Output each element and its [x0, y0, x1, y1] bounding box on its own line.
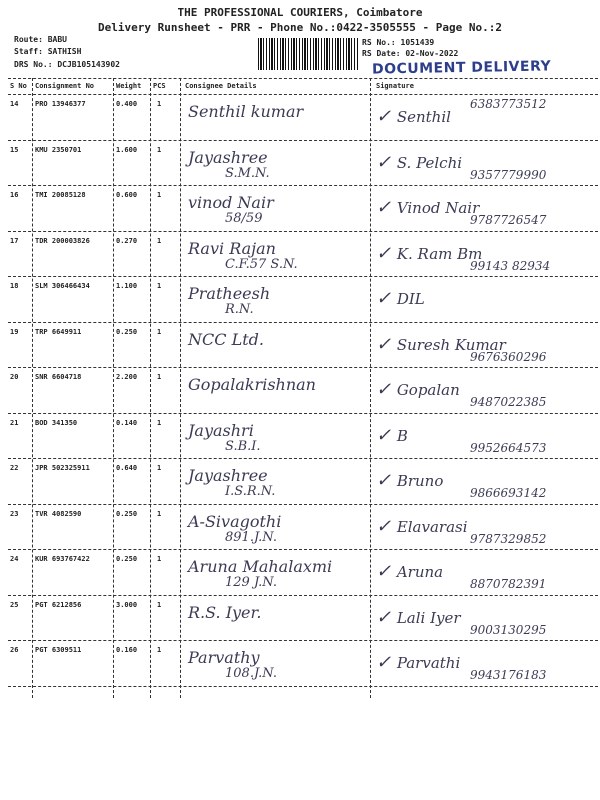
row-weight: 1.600: [116, 145, 138, 154]
col-header-signature: Signature: [376, 82, 414, 90]
row-rule: [8, 595, 598, 596]
row-pcs: 1: [157, 373, 162, 381]
row-sno: 25: [10, 600, 19, 609]
row-weight: 2.200: [116, 373, 138, 381]
row-weight: 0.140: [116, 418, 138, 427]
check-mark-icon: ✓: [376, 197, 397, 218]
row-pcs: 1: [157, 509, 162, 518]
row-consignment-no: SNR 6604718: [35, 373, 82, 381]
route-label: Route: BABU: [14, 35, 67, 44]
rs-number: RS No.: 1051439: [362, 38, 435, 47]
consignee-handwriting-line2: I.S.R.N.: [225, 484, 276, 499]
consignee-handwriting: Ravi Rajan: [188, 238, 276, 258]
signature-phone: 9787726547: [470, 213, 547, 227]
check-mark-icon: ✓: [376, 151, 397, 173]
row-rule: [8, 231, 598, 232]
check-mark-icon: ✓: [376, 470, 397, 491]
row-sno: 20: [10, 373, 19, 381]
row-pcs: 1: [157, 191, 162, 199]
row-rule: [8, 413, 598, 414]
row-rule: [8, 549, 598, 550]
row-weight: 0.640: [116, 464, 138, 472]
consignee-handwriting: Jayashree: [188, 147, 268, 167]
row-sno: 23: [10, 509, 19, 518]
signature-phone: 9866693142: [470, 486, 547, 500]
check-mark-icon: ✓: [376, 424, 397, 446]
runsheet-subtitle: Delivery Runsheet - PRR - Phone No.:0422-3505555 - Page No.:2: [98, 21, 502, 34]
consignee-handwriting-line2: 58/59: [225, 211, 263, 226]
row-sno: 14: [10, 100, 19, 108]
consignee-handwriting: Pratheesh: [188, 284, 271, 303]
consignee-handwriting-line2: 129 J.N.: [225, 575, 277, 590]
row-weight: 3.000: [116, 600, 138, 609]
consignee-handwriting: R.S. Iyer.: [188, 602, 262, 622]
header-rule: [8, 94, 598, 95]
check-mark-icon: ✓: [376, 515, 397, 537]
row-pcs: 1: [157, 555, 162, 563]
row-consignment-no: KUR 693767422: [35, 555, 90, 563]
row-rule: [8, 458, 598, 459]
row-pcs: 1: [157, 418, 162, 427]
row-rule: [8, 322, 598, 323]
consignee-handwriting: Jayashri: [188, 420, 254, 440]
signature-name: B: [396, 426, 408, 445]
row-pcs: 1: [157, 327, 162, 336]
row-weight: 0.400: [116, 100, 138, 108]
signature-name: Elavarasi: [396, 517, 468, 536]
col-divider: [370, 78, 371, 698]
row-sno: 24: [10, 555, 19, 563]
row-pcs: 1: [157, 282, 162, 290]
signature-mark: [376, 425, 408, 446]
signature-mark: [376, 607, 461, 628]
row-sno: 26: [10, 646, 19, 654]
signature-mark: [376, 197, 479, 218]
row-pcs: 1: [157, 100, 162, 108]
consignee-handwriting-line2: 108.J.N.: [225, 666, 277, 681]
row-sno: 18: [10, 282, 19, 290]
signature-name: Senthil: [396, 108, 451, 126]
check-mark-icon: ✓: [376, 652, 397, 673]
check-mark-icon: ✓: [376, 288, 397, 309]
drs-label: DRS No.: DCJB105143902: [14, 60, 120, 69]
signature-mark: [376, 652, 460, 673]
col-header-pcs: PCS: [153, 82, 166, 90]
table-top-rule: [8, 78, 598, 79]
check-mark-icon: ✓: [376, 242, 397, 264]
row-rule: [8, 185, 598, 186]
signature-phone: 9787329852: [470, 531, 547, 546]
signature-name: Parvathi: [396, 654, 461, 672]
row-pcs: 1: [157, 464, 162, 472]
row-consignment-no: PRO 13946377: [35, 100, 86, 108]
signature-phone: 9357779990: [470, 167, 547, 182]
check-mark-icon: ✓: [376, 561, 397, 582]
consignee-handwriting-line2: S.B.I.: [225, 438, 261, 454]
signature-name: Lali Iyer: [396, 608, 461, 627]
row-sno: 22: [10, 464, 19, 472]
signature-phone: 9487022385: [470, 395, 547, 409]
row-consignment-no: SLM 306466434: [35, 282, 90, 290]
row-sno: 16: [10, 191, 19, 199]
row-consignment-no: TRP 6649911: [35, 327, 82, 336]
signature-name: Gopalan: [396, 381, 460, 399]
col-header-sno: S No: [10, 82, 27, 90]
signature-mark: [376, 561, 443, 582]
row-rule: [8, 640, 598, 641]
signature-name: Vinod Nair: [396, 199, 480, 217]
row-weight: 0.270: [116, 236, 138, 245]
col-divider: [113, 78, 114, 698]
row-rule: [8, 140, 598, 141]
row-consignment-no: TDR 200003826: [35, 236, 90, 245]
consignee-handwriting: Jayashree: [188, 466, 268, 485]
signature-phone: 6383773512: [470, 97, 547, 111]
row-consignment-no: BOD 341350: [35, 418, 78, 427]
consignee-handwriting-line2: C.F.57 S.N.: [225, 256, 298, 272]
signature-phone: 9952664573: [470, 440, 547, 455]
row-consignment-no: JPR 502325911: [35, 464, 90, 472]
consignee-handwriting: Senthil kumar: [188, 102, 304, 121]
signature-name: Bruno: [396, 472, 444, 490]
signature-mark: [376, 379, 460, 400]
row-sno: 15: [10, 145, 19, 154]
document-delivery-stamp: DOCUMENT DELIVERY: [371, 58, 552, 78]
row-pcs: 1: [157, 145, 162, 154]
row-sno: 17: [10, 236, 19, 245]
check-mark-icon: ✓: [376, 606, 397, 628]
row-rule: [8, 276, 598, 277]
row-pcs: 1: [157, 236, 162, 245]
row-consignment-no: KMU 2350701: [35, 145, 82, 154]
consignee-handwriting: vinod Nair: [188, 193, 274, 212]
signature-phone: 9943176183: [470, 668, 547, 682]
signature-name: Suresh Kumar: [396, 335, 506, 354]
col-divider: [32, 78, 33, 698]
row-weight: 0.250: [116, 327, 138, 336]
signature-name: Aruna: [396, 563, 444, 581]
check-mark-icon: ✓: [376, 379, 397, 400]
signature-mark: [376, 516, 468, 537]
staff-label: Staff: SATHISH: [14, 47, 82, 56]
col-divider: [180, 78, 181, 698]
signature-phone: 9003130295: [470, 622, 547, 637]
row-rule: [8, 504, 598, 505]
row-sno: 19: [10, 327, 19, 336]
consignee-handwriting: Aruna Mahalaxmi: [188, 557, 333, 576]
signature-phone: 8870782391: [470, 577, 547, 591]
row-weight: 0.600: [116, 191, 138, 199]
consignee-handwriting-line2: S.M.N.: [225, 165, 270, 181]
row-consignment-no: TVR 4082590: [35, 509, 82, 518]
row-pcs: 1: [157, 600, 162, 609]
signature-phone: 99143 82934: [470, 258, 551, 273]
consignee-handwriting: Parvathy: [188, 648, 260, 667]
check-mark-icon: ✓: [376, 333, 397, 355]
barcode: [258, 38, 358, 70]
consignee-handwriting: NCC Ltd.: [188, 329, 264, 349]
row-weight: 0.250: [116, 509, 138, 518]
row-weight: 0.250: [116, 555, 138, 563]
signature-mark: [376, 106, 451, 127]
consignee-handwriting: Gopalakrishnan: [188, 375, 316, 394]
signature-mark: [376, 152, 462, 173]
rs-date: RS Date: 02-Nov-2022: [362, 49, 459, 58]
row-consignment-no: TMI 20085128: [35, 191, 86, 199]
row-rule: [8, 367, 598, 368]
row-weight: 0.160: [116, 646, 138, 654]
row-consignment-no: PGT 6309511: [35, 646, 82, 654]
signature-name: K. Ram Bm: [396, 244, 483, 263]
signature-name: S. Pelchi: [396, 153, 463, 172]
row-sno: 21: [10, 418, 19, 427]
col-header-consignment: Consignment No: [35, 82, 95, 90]
row-consignment-no: PGT 6212856: [35, 600, 82, 609]
consignee-handwriting: A-Sivagothi: [188, 511, 282, 531]
row-rule: [8, 686, 598, 687]
signature-phone: 9676360296: [470, 349, 547, 364]
consignee-handwriting-line2: 891.J.N.: [225, 529, 277, 545]
signature-mark: [376, 288, 425, 309]
col-header-consignee: Consignee Details: [185, 82, 257, 90]
row-weight: 1.100: [116, 282, 138, 290]
signature-mark: [376, 243, 482, 264]
signature-name: DIL: [396, 290, 425, 308]
check-mark-icon: ✓: [376, 106, 397, 127]
col-divider: [150, 78, 151, 698]
consignee-handwriting-line2: R.N.: [225, 302, 254, 317]
company-title: THE PROFESSIONAL COURIERS, Coimbatore: [177, 6, 423, 19]
row-pcs: 1: [157, 646, 162, 654]
signature-mark: [376, 470, 443, 491]
col-header-weight: Weight: [116, 82, 142, 90]
